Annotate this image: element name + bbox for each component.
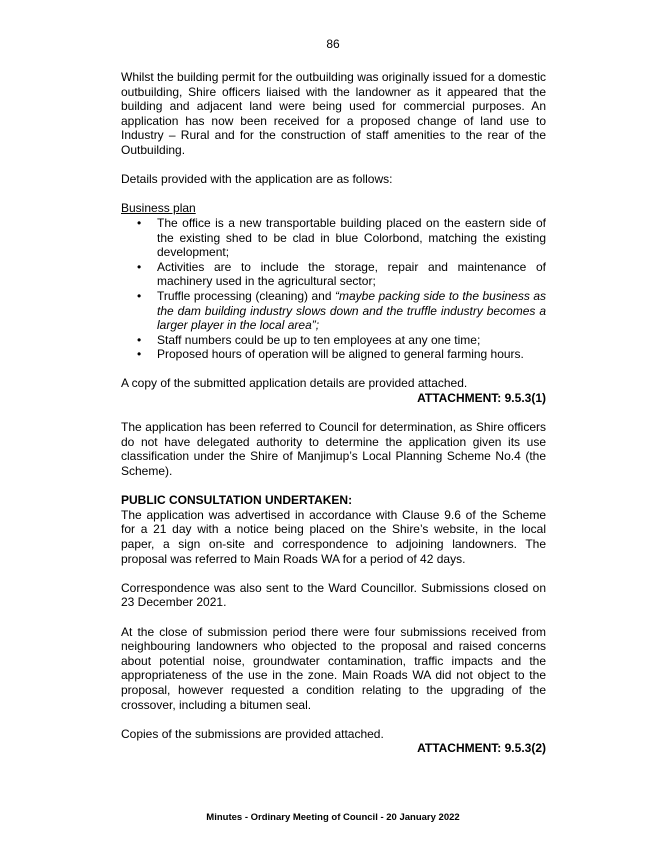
list-item: • Activities are to include the storage, repair and maintenance of machinery used in the agricultural sector; — [157, 260, 546, 289]
list-item: • Proposed hours of operation will be aligned to general farming hours. — [157, 347, 546, 362]
paragraph-submission-copies: Copies of the submissions are provided attached. — [121, 726, 384, 741]
attachment-reference-1: ATTACHMENT: 9.5.3(1) — [417, 391, 546, 406]
page-number: 86 — [326, 37, 340, 51]
consultation-heading: PUBLIC CONSULTATION UNDERTAKEN: — [121, 493, 353, 508]
list-item: • Staff numbers could be up to ten employees at any one time; — [157, 333, 546, 348]
attachment-reference-2: ATTACHMENT: 9.5.3(2) — [417, 741, 546, 756]
paragraph-details-intro: Details provided with the application are as follows: — [121, 172, 393, 187]
bullet-lead-text: Truffle processing (cleaning) and — [157, 288, 336, 303]
paragraph-advertised: The application was advertised in accordance with Clause 9.6 of the Scheme for a 21 day with a notice being placed on the Shire’s website, in the local paper, a sign on-site and correspondence to adjoining landowners. The proposal was referred to Main Roads WA for a period of 42 days. — [121, 507, 546, 566]
list-item — [157, 289, 546, 333]
list-item: • The office is a new transportable building placed on the eastern side of the existing shed to be clad in blue Colorbond, matching the existing development; — [157, 216, 546, 260]
business-plan-list — [121, 216, 546, 362]
business-plan-heading: Business plan — [121, 201, 196, 216]
page-footer: Minutes - Ordinary Meeting of Council - 20 January 2022 — [206, 812, 460, 823]
quoted-text: “maybe packing side to the business as the dam building industry slows down and the truffle industry becomes a larger player in the local area”; — [157, 288, 546, 333]
paragraph-submissions: At the close of submission period there were four submissions received from neighbouring landowners who objected to the proposal and raised concerns about potential noise, groundwater contamination, traffic impacts and the appropriateness of the use in the zone. Main Roads WA did not object to the proposal, however requested a condition relating to the upgrading of the crossover, including a bitumen seal. — [121, 624, 546, 712]
document-body — [121, 70, 546, 756]
paragraph-referral: The application has been referred to Council for determination, as Shire officers do not have delegated authority to determine the application given its use classification under the Shire of Manjimup’s Local Planning Scheme No.4 (the Scheme). — [121, 420, 546, 479]
paragraph-building-permit: Whilst the building permit for the outbuilding was originally issued for a domestic outbuilding, Shire officers liaised with the landowner as it appeared that the building and adjacent land were being used for commercial purposes. An application has now been received for a proposed change of land use to Industry – Rural and for the construction of staff amenities to the rear of the Outbuilding. — [121, 70, 546, 157]
paragraph-application-copy: A copy of the submitted application details are provided attached. — [121, 376, 468, 391]
paragraph-correspondence: Correspondence was also sent to the Ward Councillor. Submissions closed on 23 December 2021. — [121, 580, 546, 610]
